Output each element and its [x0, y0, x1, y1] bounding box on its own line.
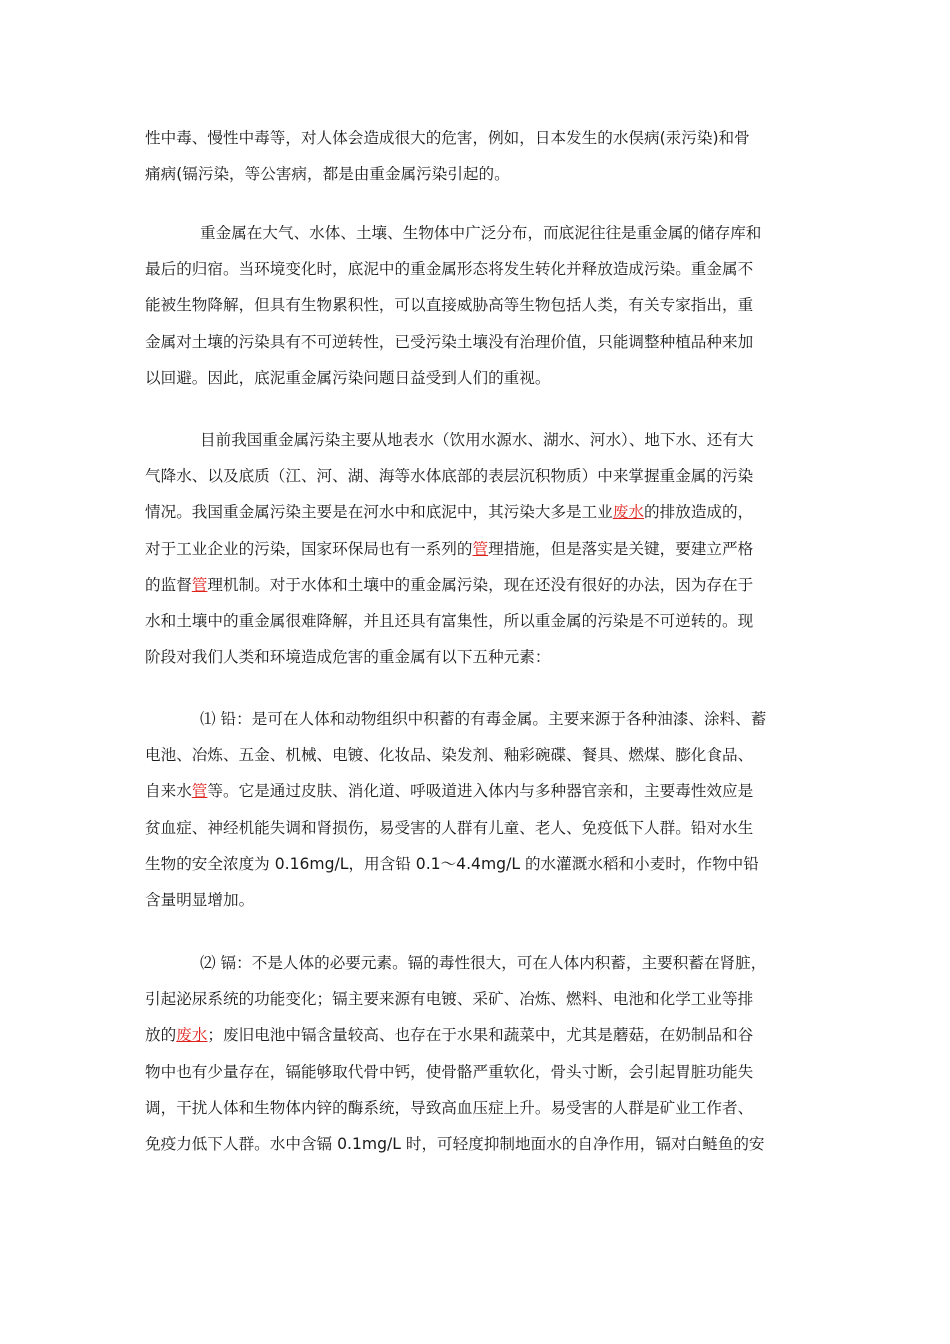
- text-run: 目前我国重金属污染主要从地表水（饮用水源水、湖水、河水）、地下水、还有大: [200, 431, 754, 449]
- text-run: 对于工业企业的污染，国家环保局也有一系列的: [145, 539, 473, 558]
- text-run: ⑵ 镉：不是人体的必要元素。镉的毒性很大，可在人体内积蓄，主要积蓄在肾脏，: [200, 954, 767, 972]
- text-line: [145, 882, 815, 918]
- text-run: 理机制。对于水体和土壤中的重金属污染，现在还没有很好的办法，因为存在于: [207, 575, 754, 594]
- text-run: 阶段对我们人类和环境造成危害的重金属有以下五种元素：: [145, 648, 551, 667]
- text-line: [145, 215, 815, 251]
- text-run: 性中毒、慢性中毒等，对人体会造成很大的危害，例如，日本发生的水俣病(汞污染)和骨: [145, 129, 750, 147]
- text-run: 能被生物降解，但具有生物累积性，可以直接威胁高等生物包括人类，有关专家指出，重: [145, 296, 754, 315]
- text-run: 含量明显增加。: [145, 890, 255, 909]
- text-line: [145, 287, 815, 323]
- text-run: 自来水: [145, 782, 192, 801]
- text-run: 电池、冶炼、五金、机械、电镀、化妆品、染发剂、釉彩碗碟、餐具、燃煤、膨化食品、: [145, 746, 754, 765]
- text-run: 生物的安全浓度为 0.16mg/L，用含铅 0.1～4.4mg/L 的水灌溉水稻和小麦时，作物中铅: [145, 854, 759, 873]
- paragraph-2: [145, 215, 815, 396]
- text-run: 物中也有少量存在，镉能够取代骨中钙，使骨骼严重软化，骨头寸断，会引起胃脏功能失: [145, 1062, 754, 1081]
- hyperlink-feishui[interactable]: 废水: [612, 503, 645, 522]
- text-run: 金属对土壤的污染具有不可逆转性，已受污染土壤没有治理价值，只能调整种植品种来加: [145, 332, 754, 351]
- hyperlink-feishui[interactable]: 废水: [176, 1026, 208, 1045]
- text-line: [145, 603, 815, 639]
- paragraph-4-lead: [145, 701, 815, 918]
- text-run: 以回避。因此，底泥重金属污染问题日益受到人们的重视。: [145, 368, 551, 387]
- text-line: [145, 251, 815, 287]
- paragraph-1: [145, 120, 815, 192]
- text-line: [145, 422, 815, 458]
- text-line: [145, 156, 815, 192]
- paragraph-3: [145, 422, 815, 675]
- text-line: [145, 773, 815, 809]
- hyperlink-guan[interactable]: 管: [191, 782, 208, 801]
- text-line: [145, 810, 815, 846]
- text-run: 重金属在大气、水体、土壤、生物体中广泛分布，而底泥往往是重金属的储存库和: [200, 224, 762, 242]
- text-run: 的监督: [145, 575, 192, 594]
- text-run: 最后的归宿。当环境变化时，底泥中的重金属形态将发生转化并释放造成污染。重金属不: [145, 260, 754, 279]
- text-line: [145, 1017, 815, 1053]
- text-line: [145, 1090, 815, 1126]
- text-line: [145, 494, 815, 530]
- text-line: [145, 120, 815, 156]
- text-line: [145, 945, 815, 981]
- text-line: [145, 1054, 815, 1090]
- text-run: 引起泌尿系统的功能变化；镉主要来源有电镀、采矿、冶炼、燃料、电池和化学工业等排: [145, 990, 754, 1009]
- text-run: 痛病(镉污染，等公害病，都是由重金属污染引起的。: [145, 165, 510, 184]
- text-run: 的排放造成的，: [644, 503, 754, 522]
- text-run: 贫血症、神经机能失调和肾损伤，易受害的人群有儿童、老人、免疫低下人群。铅对水生: [145, 818, 754, 837]
- text-line: [145, 531, 815, 567]
- text-line: [145, 324, 815, 360]
- text-run: 免疫力低下人群。水中含镉 0.1mg/L 时，可轻度抑制地面水的自净作用，镉对白鲢鱼的安: [145, 1134, 765, 1153]
- text-line: [145, 639, 815, 675]
- text-line: [145, 737, 815, 773]
- hyperlink-guan[interactable]: 管: [472, 539, 489, 558]
- paragraph-5-cadmium: [145, 945, 815, 1162]
- text-run: ⑴ 铅：是可在人体和动物组织中积蓄的有毒金属。主要来源于各种油漆、涂料、蓄: [200, 710, 767, 728]
- text-line: [145, 1126, 815, 1162]
- text-run: 放的: [145, 1026, 177, 1045]
- text-run: ；废旧电池中镉含量较高、也存在于水果和蔬菜中，尤其是蘑菇，在奶制品和谷: [207, 1026, 754, 1045]
- text-line: [145, 701, 815, 737]
- text-line: [145, 981, 815, 1017]
- text-line: [145, 458, 815, 494]
- text-line: [145, 567, 815, 603]
- hyperlink-guan[interactable]: 管: [191, 575, 208, 594]
- text-run: 情况。我国重金属污染主要是在河水中和底泥中，其污染大多是工业: [145, 503, 613, 522]
- text-run: 理措施，但是落实是关键，要建立严格: [488, 539, 754, 558]
- text-run: 气降水、以及底质（江、河、湖、海等水体底部的表层沉积物质）中来掌握重金属的污染: [145, 467, 754, 486]
- text-run: 水和土壤中的重金属很难降解，并且还具有富集性，所以重金属的污染是不可逆转的。现: [145, 611, 754, 630]
- text-line: [145, 846, 815, 882]
- text-line: [145, 360, 815, 396]
- text-run: 等。它是通过皮肤、消化道、呼吸道进入体内与多种器官亲和，主要毒性效应是: [207, 782, 754, 801]
- text-run: 调，干扰人体和生物体内锌的酶系统，导致高血压症上升。易受害的人群是矿业工作者、: [145, 1098, 754, 1117]
